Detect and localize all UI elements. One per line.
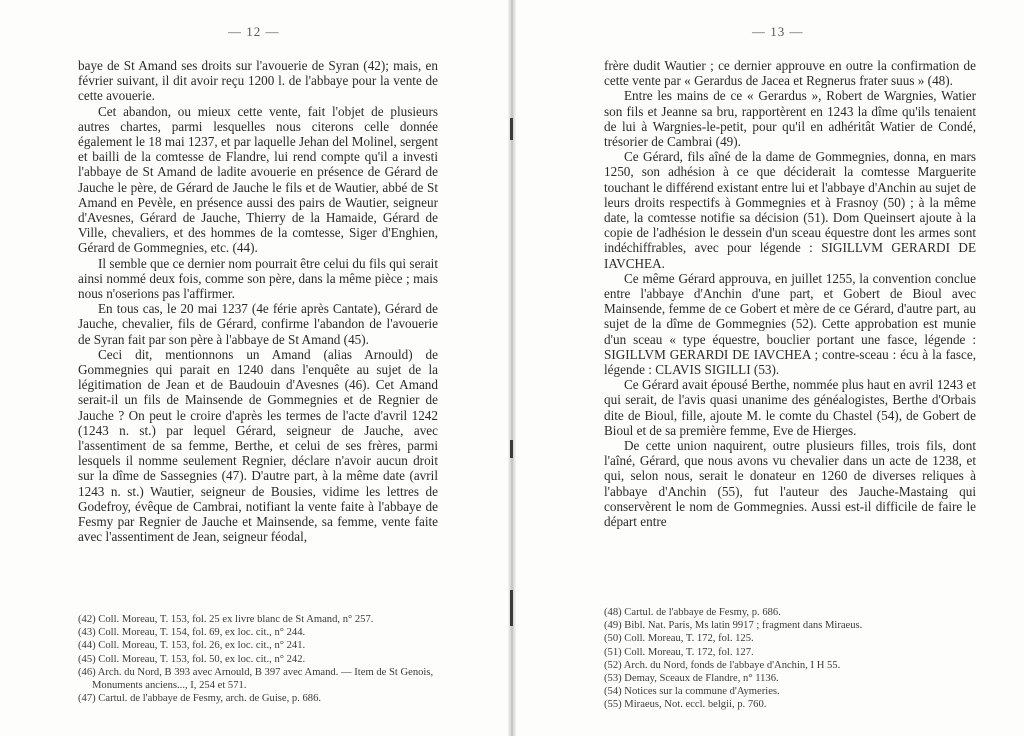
footnote: (46) Arch. du Nord, B 393 avec Arnould, B 397 avec Amand. — Item de St Genois, Monuments anciens..., I, 254 et 571. [78,666,434,692]
footnote: (54) Notices sur la commune d'Aymeries. [604,686,780,698]
paragraph: Entre les mains de ce « Gerardus », Robert de Wargnies, Watier son fils et Jeanne sa bru, rapportèrent en 1243 la dîme qu'ils tenaient de lui à Wargnies-le-petit, pour qu'il en adhéritât Watier de Condé, trésorier de Cambrai (49). [604,88,976,150]
footnote: (53) Demay, Sceaux de Flandre, n° 1136. [604,673,779,685]
footnote: (55) Miraeus, Not. eccl. belgii, p. 760. [604,699,767,711]
paragraph: Ce même Gérard approuva, en juillet 1255, la convention conclue entre l'abbaye d'Anchin d'une part, et Gobert de Bioul avec Mainsende, femme de ce Gobert et mère de ce Gérard, d'autre part, au sujet de la dîme de Gommegnies (52). Cette approbation est munie d'un sceau « type équestre, bouclier portant une fasce, légende : SIGILLVM GERARDI DE IAVCHEA ; contre-sceau : écu à la fasce, légende : CLAVIS SIGILLI (53). [604,270,976,378]
right-page [512,0,1024,736]
footnote: (50) Coll. Moreau, T. 172, fol. 125. [604,633,754,645]
paragraph: De cette union naquirent, outre plusieurs filles, trois fils, dont l'aîné, Gérard, que nous avons vu chevalier dans un acte de 1238, et qui, selon nous, serait le donateur en 1260 de diverses reliques à l'abbaye d'Anchin (55), fut l'auteur des Jauche-Mastaing qui conservèrent le nom de Gommegnies. Aussi est-il difficile de faire le départ entre [604,438,976,530]
main-text [78,58,438,545]
paragraph: Il semble que ce dernier nom pourrait être celui du fils qui serait ainsi nommé deux fois, comme son père, dans la même pièce ; mais nous n'oserions pas l'affirmer. [78,255,438,302]
footnote: (48) Cartul. de l'abbaye de Fesmy, p. 686. [604,607,781,618]
paragraph: baye de St Amand ses droits sur l'avouerie de Syran (42); mais, en février suivant, il dit avoir reçu 1200 l. de l'abbaye pour la vente de cette avouerie. [78,58,438,104]
footnote: (49) Bibl. Nat. Paris, Ms latin 9917 ; fragment dans Miraeus. [604,620,863,632]
footnote: (47) Cartul. de l'abbaye de Fesmy, arch. de Guise, p. 686. [78,693,322,705]
page-number: — 13 — [752,24,804,39]
footnote: (44) Coll. Moreau, T. 153, fol. 26, ex loc. cit., n° 241. [78,640,306,652]
footnote: (42) Coll. Moreau, T. 153, fol. 25 ex livre blanc de St Amand, n° 257. [78,614,374,625]
footnote: (43) Coll. Moreau, T. 154, fol. 69, ex loc. cit., n° 244. [78,627,306,639]
paragraph: Ce Gérard avait épousé Berthe, nommée plus haut en avril 1243 et qui serait, de l'avis quasi unanime des généalogistes, Berthe d'Orbais dite de Bioul, fille, ajoute M. le comte du Chastel (54), de Gobert de Bioul et de sa première femme, Eve de Hierges. [604,377,976,438]
paragraph: En tous cas, le 20 mai 1237 (4e férie après Cantate), Gérard de Jauche, chevalier, fils de Gérard, confirme l'abandon de l'avouerie de Syran fait par son père à l'abbaye de St Amand (45). [78,301,438,347]
paragraph: Ce Gérard, fils aîné de la dame de Gommegnies, donna, en mars 1250, son adhésion à ce que déciderait la comtesse Marguerite touchant le différend existant entre lui et l'abbaye d'Anchin au sujet de leurs droits respectifs à Gommegnies et à Frasnoy (50) ; à la même date, la comtesse notifie sa décision (51). Dom Queinsert ajoute à la copie de l'adhésion le dessein d'un sceau équestre dont les armes sont indéchiffrables, avec pour légende : SIGILLVM GERARDI DE IAVCHEA. [604,149,976,271]
paragraph: Ceci dit, mentionnons un Amand (alias Arnould) de Gommegnies qui parait en 1240 dans l'enquête au sujet de la légitimation de Jean et de Baudouin d'Avesnes (46). Cet Amand serait-il un fils de Mainsende de Gommegnies et de Regnier de Jauche ? On peut le croire d'après les termes de l'acte d'avril 1242 (1243 n. st.) par lequel Gérard, seigneur de Jauche, avec l'assentiment de sa femme, Berthe, et celui de ses frères, parmi lesquels il nomme seulement Regnier, déclare n'avoir aucun droit sur la dîme de Sassegnies (47). D'autre part, à la même date (avril 1243 n. st.) Wautier, seigneur de Bousies, vidime les lettres de Godefroy, évêque de Cambrai, notifiant la vente faite à l'abbaye de Fesmy par Regnier de Jauche et Mainsende, sa femme, vente faite avec l'assentiment de Jean, seigneur féodal, [78,346,438,545]
footnote: (52) Arch. du Nord, fonds de l'abbaye d'Anchin, I H 55. [604,659,841,671]
footnotes [78,613,438,705]
footnote: (45) Coll. Moreau, T. 153, fol. 50, ex loc. cit., n° 242. [78,653,306,665]
paragraph: frère dudit Wautier ; ce dernier approuve en outre la confirmation de cette vente par « Gerardus de Jacea et Regnerus frater suus » (48). [604,58,976,89]
paragraph: Cet abandon, ou mieux cette vente, fait l'objet de plusieurs autres chartes, parmi lesquelles nous citerons celle donnée également le 18 mai 1237, et par laquelle Jehan del Molinel, sergent et bailli de la comtesse de Flandre, lui rend compte qu'il a investi l'abbaye de St Amand de ladite avouerie en présence de Gérard de Jauche le père, de Gérard de Jauche le fils et de Wautier, abbé de St Amand en Pevèle, en présence aussi des pairs de Wautier, seigneur d'Avesnes, Gérard de Jauche, Thierry de la Hamaide, Gérard de Ville, chevaliers, et des hommes de la comtesse, Siger d'Enghien, Gérard de Gommegnies, etc. (44). [78,103,438,256]
footnote: (51) Coll. Moreau, T. 172, fol. 127. [604,646,754,658]
main-text [604,58,976,529]
page-number: — 12 — [228,24,280,39]
footnotes [604,606,976,712]
